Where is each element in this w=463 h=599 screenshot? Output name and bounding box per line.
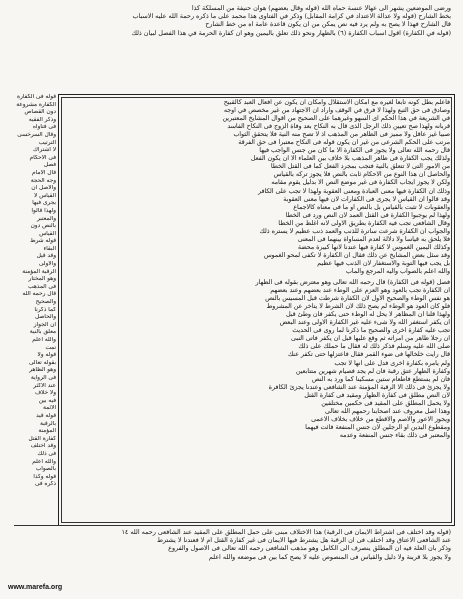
margin-line: القياس [39,230,56,237]
margin-line: معلق بالنية [29,329,56,336]
bottom-note-line: (قوله وقد اختلف فى اشتراط الايمان فى الرقبة) هذا الاختلاف مبنى على حمل المطلق على المقيد عند الشافعى رحمه الله ١٤ [121,528,451,536]
main-text-line: والحاصل ان هذا النوع من الاحكام ثابت بالنص فلا يجوز تركه بالقياس [273,171,450,179]
margin-line: قوله وكذا [33,473,56,480]
margin-line: قوله فى الكفارة [16,94,56,100]
main-text-line: وصادق فى حق التبع ولهذا لا فرق في الوقف واراد ان الاجتهاد من غير مخصص في اوجه [223,107,450,115]
main-text-line: ومقطوع اليدين او الرجلين لان جنس المنفعة فائت فيهما [305,423,450,431]
section-break [63,276,450,279]
main-text-line: ولكن لا يجوز ايجاب الكفارة فى غير موضع النص الا بدليل يقوم مقامه [271,179,450,187]
main-text-line: وقد سئل بعض المشايخ عن ذلك فقال ان الكفارة لا تكفى لمحو الغموس [263,251,450,259]
margin-line: لا اشتراك [33,147,56,154]
source-url: www.marefa.org [8,584,63,591]
main-text-line: والله اعلم بالصواب واليه المرجع والمآب [345,267,450,275]
footnote-divider [14,525,451,526]
margin-line: فصل [43,162,56,169]
bottom-commentary [14,528,451,561]
main-text-line: فلا يلحق به قياسا ولا دلالة لعدم المساواة بينهما فى المعنى [297,235,450,243]
main-text-line: قال رحمه الله تعالى ولا يجوز فى الكفارة الا ما كان من جنس الواجب فيها [259,147,450,155]
margin-line: البقاء [43,245,56,252]
main-text-line: وكذلك اليمين الغموس لا كفارة فيها عندنا لانها كبيرة محضة [297,243,450,251]
margin-line: والاولى [38,261,56,268]
margin-line: عند الاكثر [33,382,56,389]
main-text-line: والجواب ان الكفارة شرعت ساترة للذنب والعمد ذنب عظيم لا يستره ذلك [259,227,450,235]
main-text-line: صبيا غير عاقل ولا مميز فى الظاهر من المذهب اذ لا تصح منه النية فلا يتحقق الثواب [233,131,450,139]
margin-line: وجه الحجة [30,177,56,184]
main-text-line: ويجوز الاعور والاصم والاقطع من خلاف بخلاف الاعمى [311,415,450,423]
margin-line: بالرقبة [40,420,56,427]
margin-line: قوله شرط [30,238,56,245]
margin-line: وقد اختلف [30,443,56,450]
margin-line: والصحيح [35,299,56,306]
main-text-line: فصل (قوله فى الكفارة) قال رحمه الله تعالى وهو معترض بقوله فى الظهار [255,279,450,287]
main-text-line: والعقوبات لا تثبت بالقياس بل بالنص او ما فى معناه كالاجماع [293,203,450,211]
margin-line: قوله قيد [35,412,56,419]
bottom-note-line: وذكر بان العلة فيه ان المطلق ينصرف الى الكامل وهو مذهب الشافعى رحمه الله تعالى فى الاصول والفروع [168,544,451,553]
top-commentary [14,4,451,37]
margin-line: الائمة [43,405,56,412]
margin-line: فى فتاواه [32,124,56,131]
main-text-line: صلى الله عليه وسلم فذكر ذلك له فقال ما حملك على ذلك [298,343,450,351]
main-text-line: ان رجلا ظاهر من امراته ثم وقع عليها قبل ان يكفر فاتى النبى [291,335,450,343]
main-text-line: قال رايت خلخالها فى ضوء القمر فقال فاعتزلها حتى تكفر عنك [287,351,450,359]
main-text-line: من الامور التى لا تتعلق بالنية فتجب بمجرد الفعل كما فى القتل الخطا [270,163,450,171]
main-text-line: فلو كان العود هو الوطء لم يصح ذلك لان الشرط لا يتأخر عن المشروط [266,303,450,311]
main-text-line: ان يكفر استغفر الله ولا شىء عليه غير الكفارة الاولى وعند البعض [279,319,450,327]
margin-line: فى ذلك [37,450,56,457]
bottom-note-line: ولا يجوز بلا قرينة ولا دليل والقياس فى المنصوص عليه لا يصح كما بين فى موضعه والله اعلم [208,552,451,561]
main-text-line: والمعتبر فى ذلك بقاء جنس المنفعة وعدمه [339,431,450,439]
top-note-line: (قوله في الكفارة) اقول اسباب الكفارة (٦) بالظهار ونحو ذلك تعلق باليمين وهو ان كفارة الحرمة في هذا الفصل لبيان ذلك [131,28,451,37]
margin-line: والحاصل [35,314,56,321]
margin-line: فى الرواية [30,374,56,381]
main-text-column [63,99,450,521]
margin-line: والله اعلم [32,337,56,343]
main-text-line: بل يجب فيها التوبة والاستغفار لان الذنب فيها عظيم [317,259,450,267]
margin-line: والله اعلم [32,458,56,465]
main-text-line: ولا يحمل المطلق على المقيد فى حكمين مختلفين [321,399,450,407]
margin-line: ولا خلاف [35,390,56,397]
margin-line: وهو المختار [28,276,56,283]
margin-line: وهو الظاهر [29,367,56,374]
margin-line: الترتيب [38,139,56,146]
margin-line: وذكر الفقيه [28,116,56,123]
main-text-line: وذلك ان الكفارة فيها معنى العبادة ومعنى العقوبة ولهذا لا تجب على الكافر [258,187,450,195]
margin-line: بالصواب [35,466,56,473]
margin-line: والمعتبر [36,215,56,222]
margin-line: قوله ولا [37,352,56,359]
main-text-line: ولهذا لم يوجبوا الكفارة فى القتل العمد لان النص ورد فى الخطا [285,211,450,219]
margin-line: ذكره فى [34,481,56,488]
margin-line: قال رحمه الله [22,291,56,298]
main-text-line: فان لم يستطع فاطعام ستين مسكينا كما ورد به النص [311,375,450,383]
manuscript-page [10,4,455,582]
main-text-line: ولا يجزئ فى ذلك الا الرقبة المؤمنة عند الشافعى وعندنا يجزئ الكافرة [268,383,450,391]
margin-line: بقوله تعالى [28,359,56,366]
margin-line: كما ذكرنا [34,306,56,313]
margin-line: كفارة القتل [28,435,56,442]
main-text-line: في الشريعة في هذا الحكم اى السهو وغيرهما على الصحيح من اقوال المشايخ المعتبرين [222,115,450,123]
margin-line: تمت [45,344,56,351]
margin-line: القياس لا [33,192,56,199]
margin-line: المؤمنة [38,428,56,435]
margin-line: فيه بين [38,397,56,404]
top-note-line: ورضى الموضعين يشهر الى عهالا عنسة حماه الله (قوله وقال بعضهم) هوان حنيفة من المسلكة كذا [191,4,451,12]
main-text-line: ولذلك يجب الكفارة فى ظاهر المذهب بلا خلاف بين العلماء الا ان يكون الفعل [250,155,450,163]
margin-line: الرقبة المؤمنة [22,268,56,275]
top-note-line: قال الشارح فهذا لا يصح به ولم يرد فيه نص يمكن من ان يكون قاعدة عامة اه من خط الشارح [205,20,451,29]
main-text-line: وقد قالوا ان القياس لا يجرى فى الكفارات لان فيها معنى العقوبة [283,195,450,203]
margin-line: وقال السرخسى [17,131,56,138]
main-text-line: وقال الشافعى تجب فيه الكفارة بطريق الاولى لانه اغلظ من الخطا [278,219,450,227]
margin-line: ولهذا قالوا [31,207,56,214]
margin-line: قال الامام [32,169,56,176]
main-text-line: فاعلم بطل كونه تابعا لغيره مع امكان الاستقلال وامكان ان يكون عن افعال العبد كالقبيح [223,99,450,106]
margin-line: ان الجواز [33,321,56,328]
margin-line: فى الاحكام [29,154,56,161]
margin-line: والاصل ان [31,185,56,192]
main-text-line: لان النص مطلق فى كفارة الظهار ومقيد فى كفارة القتل [304,391,450,399]
top-note-line: بخط الشارح (قوله ولا عدالة الاعتداد في كرامة المقابل) وذكر في الفتاوى هذا محمد على ما ذكره رحمة الله عليه الاسباب [132,12,451,21]
margin-line: بالنص دون [30,223,56,230]
margin-commentary [10,94,56,524]
margin-line: وقد قيل [36,253,56,260]
margin-line: دون القصاص [24,109,56,116]
main-text-line: ان الكفارة تجب بالعود وهو العزم على الوطء عند بعضهم وعند بعضهم [270,287,450,295]
margin-line: يجرى فيها [32,200,56,207]
main-text-line: ولهذا قلنا ان المظاهر لا يحل له الوطء حتى يكفر فان وطئ قبل [285,311,450,319]
margin-line: فى المذهب [28,283,56,290]
main-text-line: ولم يامره بكفارة اخرى فدل على انها لا تجب [334,359,450,367]
main-text-line: مرتب على الحكم الشرعى من غير ان يكون قوله فى النكاح معتبرا فى حق الفرقة [238,139,450,147]
bottom-note-line: عند الشافعى الاعتاق وقد اختلف فى ان الرقبة هل يشترط فيها الايمان فى غير كفارة القتل ام لا فعندنا لا يشترط [156,536,451,545]
main-text-line: هو نفس الوطء والصحيح الاول لان الكفارة شرطت قبل المسيس بالنص [265,295,450,303]
main-text-line: تجب عليه كفارة اخرى والصحيح ما ذكرنا لما روى فى الحديث [292,327,450,335]
main-text-line: وكفارة الظهار عتق رقبة فان لم يجد فصيام شهرين متتابعين [295,367,450,375]
main-text-line: قربانه ولهذا صح تعيين ذلك الرجل الذى قال به النكاح بعد وفاة الزوج فى النكاح الفاسد [227,123,450,131]
main-text-frame [58,94,455,526]
main-text-line: وهذا اصل معروف عند اصحابنا رحمهم الله تعالى [324,407,450,415]
margin-line: الكفارة مشروعة [16,101,56,108]
